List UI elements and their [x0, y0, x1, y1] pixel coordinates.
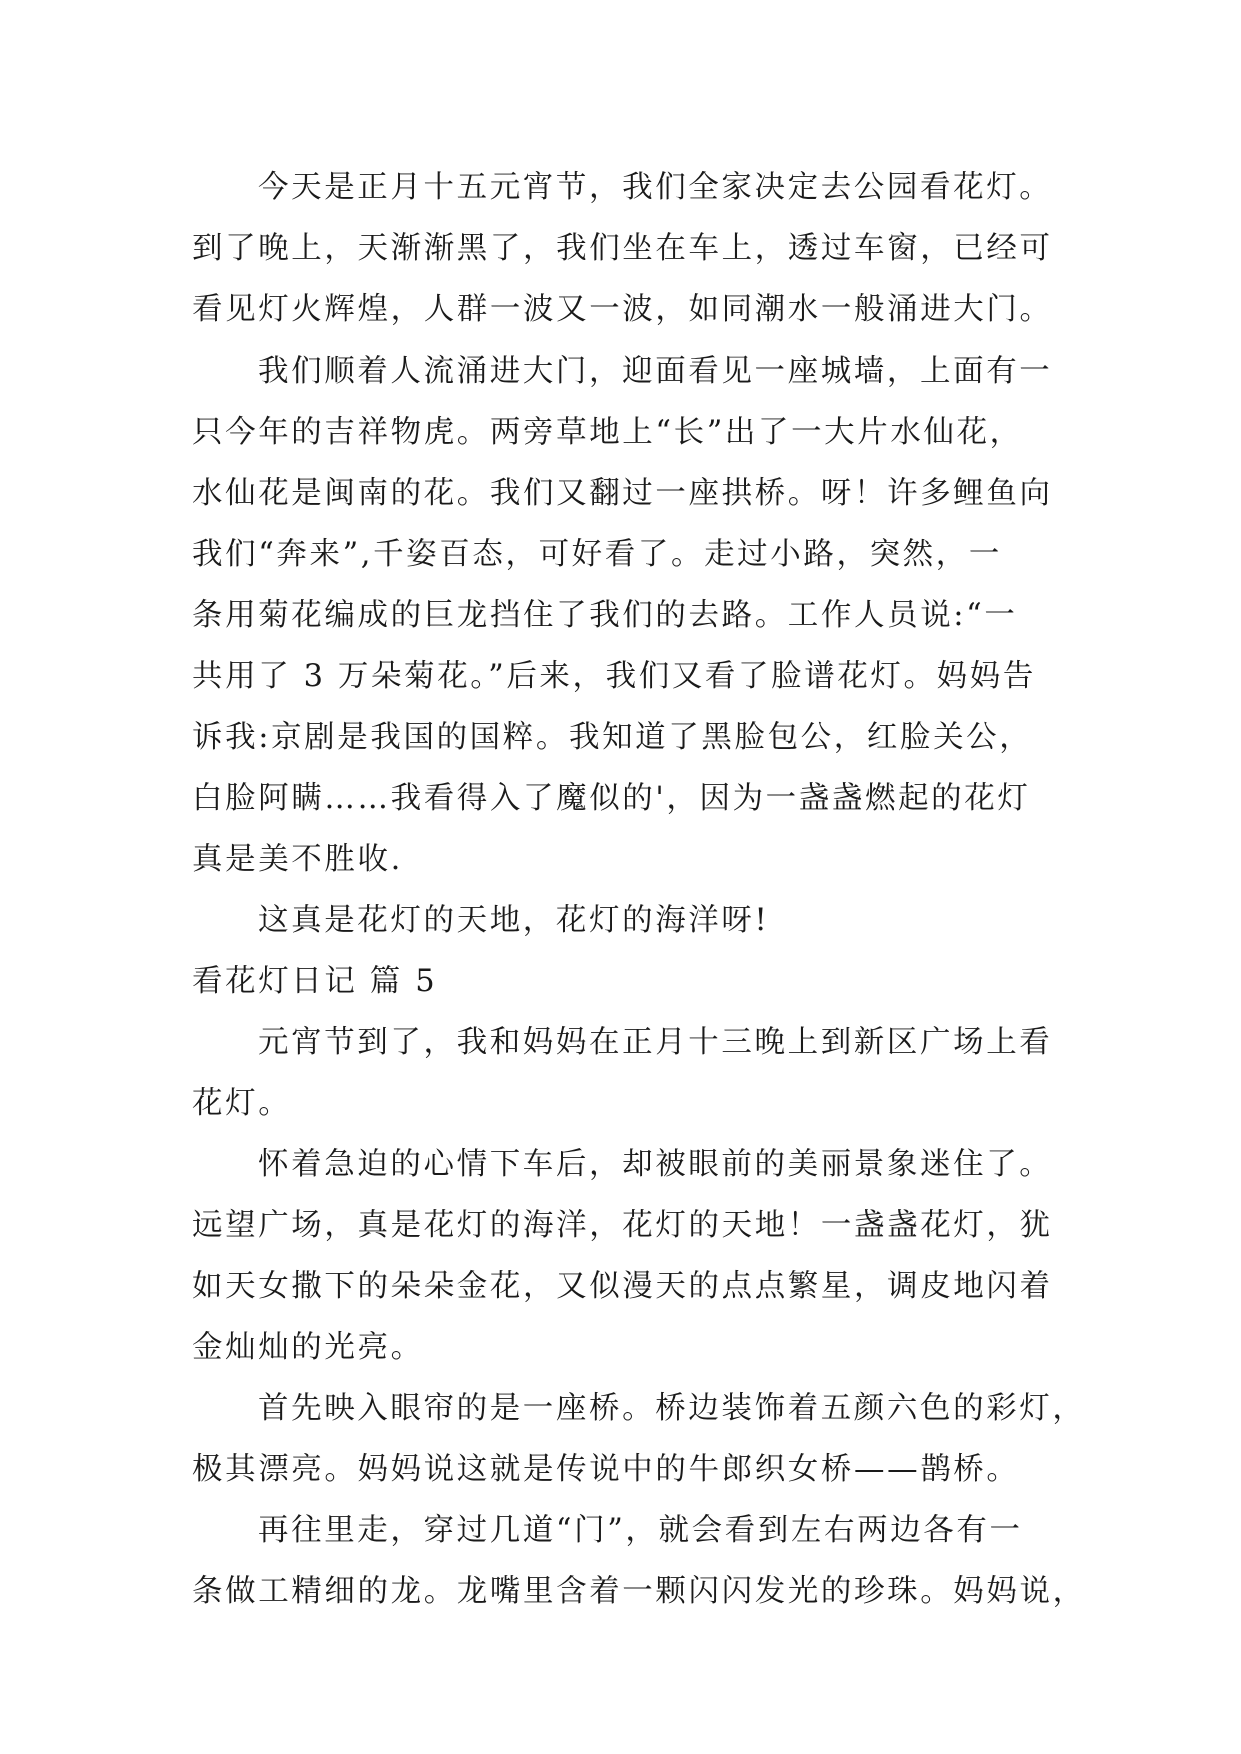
- text-line: 看见灯火辉煌，人群一波又一波，如同潮水一般涌进大门。: [192, 292, 1053, 327]
- text-line: 白脸阿瞒……我看得入了魔似的'，因为一盏盏燃起的花灯: [192, 781, 1031, 816]
- text-line: 花灯。: [192, 1086, 292, 1121]
- text-line: 到了晚上，天渐渐黑了，我们坐在车上，透过车窗，已经可: [192, 231, 1053, 266]
- text-line: 水仙花是闽南的花。我们又翻过一座拱桥。呀！许多鲤鱼向: [192, 476, 1053, 511]
- text-line: 怀着急迫的心情下车后，却被眼前的美丽景象迷住了。: [258, 1147, 1053, 1182]
- text-line: 我们顺着人流涌进大门，迎面看见一座城墙，上面有一: [258, 354, 1053, 389]
- text-line: 条做工精细的龙。龙嘴里含着一颗闪闪发光的珍珠。妈妈说，: [192, 1574, 1086, 1609]
- text-line: 金灿灿的光亮。: [192, 1330, 424, 1365]
- text-line: 共用了 3 万朵菊花。”后来，我们又看了脸谱花灯。妈妈告: [192, 659, 1036, 694]
- text-line: 诉我:京剧是我国的国粹。我知道了黑脸包公，红脸关公，: [192, 720, 1033, 755]
- text-line: 真是美不胜收.: [192, 842, 403, 877]
- text-line: 元宵节到了，我和妈妈在正月十三晚上到新区广场上看: [258, 1025, 1053, 1060]
- text-line: 条用菊花编成的巨龙挡住了我们的去路。工作人员说:“一: [192, 598, 1018, 633]
- text-line: 我们“奔来”,千姿百态，可好看了。走过小路，突然，一: [192, 537, 1002, 572]
- section-heading: 看花灯日记 篇 5: [192, 964, 438, 999]
- text-line: 只今年的吉祥物虎。两旁草地上“长”出了一大片水仙花，: [192, 415, 1023, 450]
- text-line: 再往里走，穿过几道“门”，就会看到左右两边各有一: [258, 1513, 1023, 1548]
- text-line: 极其漂亮。妈妈说这就是传说中的牛郎织女桥——鹊桥。: [192, 1452, 1020, 1487]
- text-line: 首先映入眼帘的是一座桥。桥边装饰着五颜六色的彩灯，: [258, 1391, 1086, 1426]
- text-line: 远望广场，真是花灯的海洋，花灯的天地！一盏盏花灯，犹: [192, 1208, 1053, 1243]
- text-line: 如天女撒下的朵朵金花，又似漫天的点点繁星，调皮地闪着: [192, 1269, 1053, 1304]
- text-line: 这真是花灯的天地，花灯的海洋呀!: [258, 903, 770, 938]
- text-line: 今天是正月十五元宵节，我们全家决定去公园看花灯。: [258, 170, 1053, 205]
